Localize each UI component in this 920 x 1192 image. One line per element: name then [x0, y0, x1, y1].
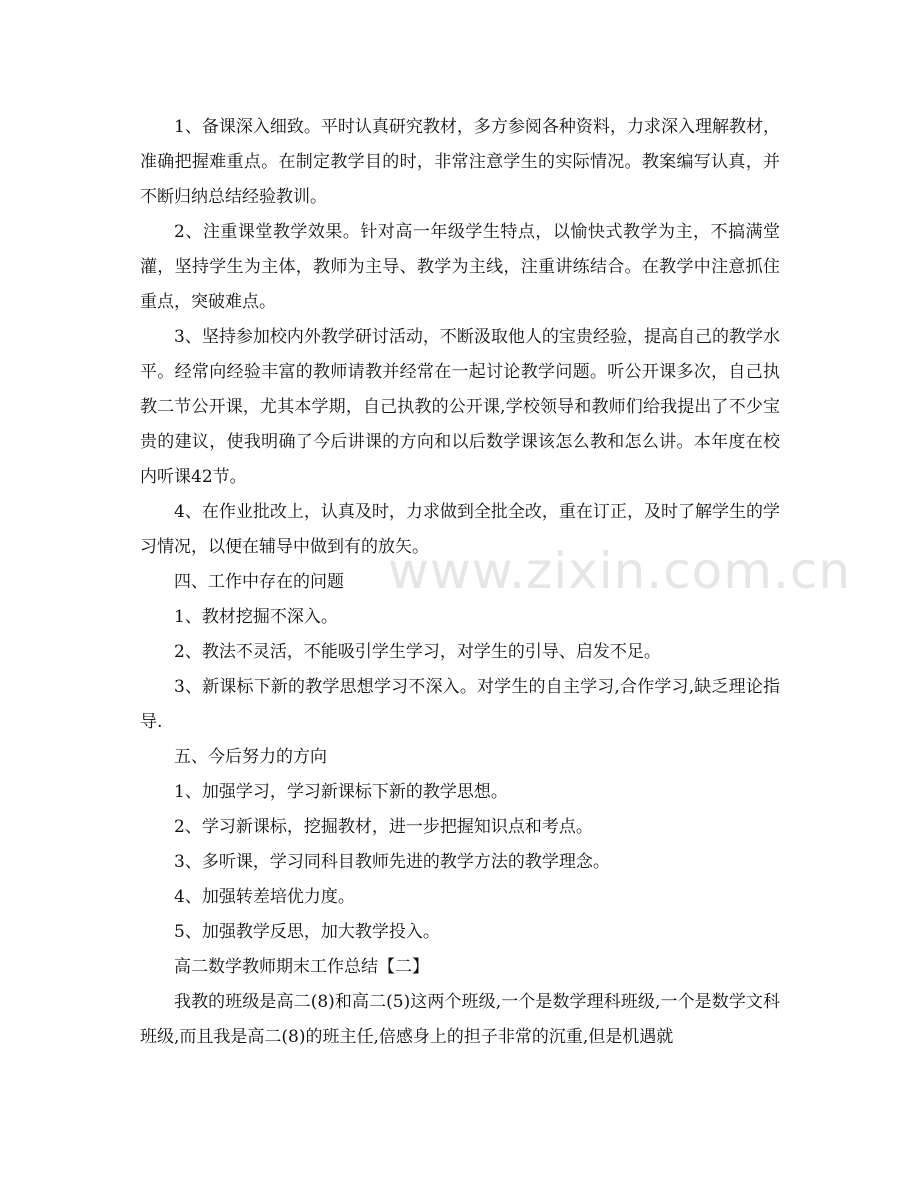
paragraph-homework-grading: 4、在作业批改上，认真及时，力求做到全批全改，重在订正，及时了解学生的学习情况，以便在辅导中做到有的放矢。	[140, 502, 780, 557]
section-heading-problems: 四、工作中存在的问题	[174, 572, 344, 592]
direction-item-2: 2、学习新课标，挖掘教材，进一步把握知识点和考点。	[174, 817, 593, 837]
section-heading-direction: 五、今后努力的方向	[174, 747, 327, 767]
watermark: www.zixin.com.cn	[388, 542, 852, 600]
direction-item-4: 4、加强转差培优力度。	[174, 887, 355, 907]
document-body	[140, 110, 780, 1055]
paragraph-classes-intro: 我教的班级是高二(8)和高二(5)这两个班级,一个是数学理科班级,一个是数学文科班级,而且我是高二(8)的班主任,倍感身上的担子非常的沉重,但是机遇就	[140, 992, 780, 1047]
problem-item-2: 2、教法不灵活，不能吸引学生学习，对学生的引导、启发不足。	[174, 642, 661, 662]
direction-item-1: 1、加强学习，学习新课标下新的教学思想。	[174, 782, 508, 802]
section-title-summary-two: 高二数学教师期末工作总结【二】	[174, 957, 429, 977]
problem-item-3: 3、新课标下新的教学思想学习不深入。对学生的自主学习,合作学习,缺乏理论指导.	[140, 677, 780, 732]
paragraph-lesson-prep: 1、备课深入细致。平时认真研究教材，多方参阅各种资料，力求深入理解教材，准确把握难重点。在制定教学目的时，非常注意学生的实际情况。教案编写认真，并不断归纳总结经验教训。	[140, 117, 780, 207]
direction-item-5: 5、加强教学反思，加大教学投入。	[174, 922, 440, 942]
paragraph-classroom-effect: 2、注重课堂教学效果。针对高一年级学生特点，以愉快式教学为主，不搞满堂灌，坚持学生为主体，教师为主导、教学为主线，注重讲练结合。在教学中注意抓住重点，突破难点。	[140, 222, 780, 312]
direction-item-3: 3、多听课，学习同科目教师先进的教学方法的教学理念。	[174, 852, 610, 872]
paragraph-research-activities: 3、坚持参加校内外教学研讨活动，不断汲取他人的宝贵经验，提高自己的教学水平。经常向经验丰富的教师请教并经常在一起讨论教学问题。听公开课多次，自己执教二节公开课，尤其本学期，自己执教的公开课,学校领导和教师们给我提出了不少宝贵的建议，使我明确了今后讲课的方向和以后数学课该怎么教和怎么讲。本年度在校内听课42节。	[140, 327, 780, 487]
problem-item-1: 1、教材挖掘不深入。	[174, 607, 338, 627]
